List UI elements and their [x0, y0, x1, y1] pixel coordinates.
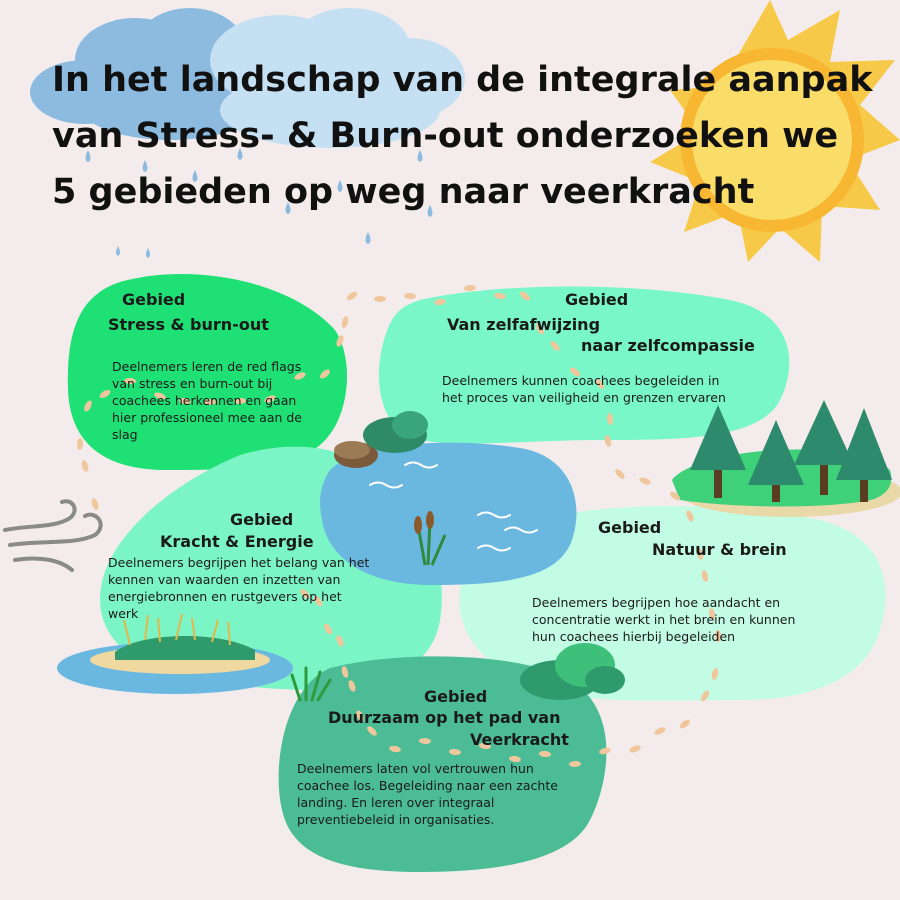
area-kracht-name: Kracht & Energie [160, 532, 314, 551]
title-line-3: 5 gebieden op weg naar veerkracht [52, 172, 755, 212]
footprint-icon [77, 438, 84, 450]
area-duurzaam-name-line1: Duurzaam op het pad van [328, 708, 561, 727]
wind-icon [5, 501, 101, 570]
footprint-icon [638, 476, 651, 486]
footprint-icon [341, 315, 350, 328]
title-line-2: van Stress- & Burn-out onderzoeken we [52, 116, 839, 156]
bush-icon [363, 411, 428, 453]
page-title [52, 52, 872, 220]
footprint-icon [81, 459, 90, 472]
area-kracht-heading: Gebied [230, 510, 294, 529]
footprint-icon [90, 497, 99, 510]
footprint-icon [374, 296, 386, 302]
area-natuur-heading: Gebied [598, 518, 662, 537]
area-duurzaam-heading: Gebied [424, 687, 488, 706]
area-duurzaam-description: Deelnemers laten vol vertrouwen hun coachee los. Begeleiding naar een zachte landing. En leren over integraal preventiebeleid in organisaties. [297, 761, 558, 827]
footprint-icon [653, 726, 666, 737]
area-stress-name: Stress & burn-out [108, 315, 269, 334]
area-zelfcompassie-description: Deelnemers kunnen coachees begeleiden in het proces van veiligheid en grenzen ervaren [442, 373, 726, 405]
footprint-icon [614, 468, 627, 481]
area-kracht-description: Deelnemers begrijpen het belang van het kennen van waarden en inzetten van energiebronnen en rustgevers op het werk [108, 555, 370, 621]
footprint-icon [464, 284, 477, 291]
title-line-1: In het landschap van de integrale aanpak [52, 60, 873, 100]
footprint-icon [404, 293, 416, 300]
footprint-icon [345, 290, 358, 302]
footprint-icon [678, 718, 691, 730]
area-natuur-name: Natuur & brein [652, 540, 787, 559]
area-stress-heading: Gebied [122, 290, 186, 309]
footprint-icon [628, 744, 641, 754]
area-duurzaam-name-line2: Veerkracht [470, 730, 569, 749]
area-zelfcompassie-heading: Gebied [565, 290, 629, 309]
area-natuur-description: Deelnemers begrijpen hoe aandacht en concentratie werkt in het brein en kunnen hun coachees hierbij begeleiden [532, 595, 796, 644]
area-zelfcompassie-shape [379, 287, 789, 444]
area-zelfcompassie-name-line2: naar zelfcompassie [581, 336, 755, 355]
area-stress-description: Deelnemers leren de red flags van stress en burn-out bij coachees herkennen en gaan hier professioneel mee aan de slag [112, 359, 303, 442]
area-zelfcompassie-name-line1: Van zelfafwijzing [447, 315, 601, 334]
